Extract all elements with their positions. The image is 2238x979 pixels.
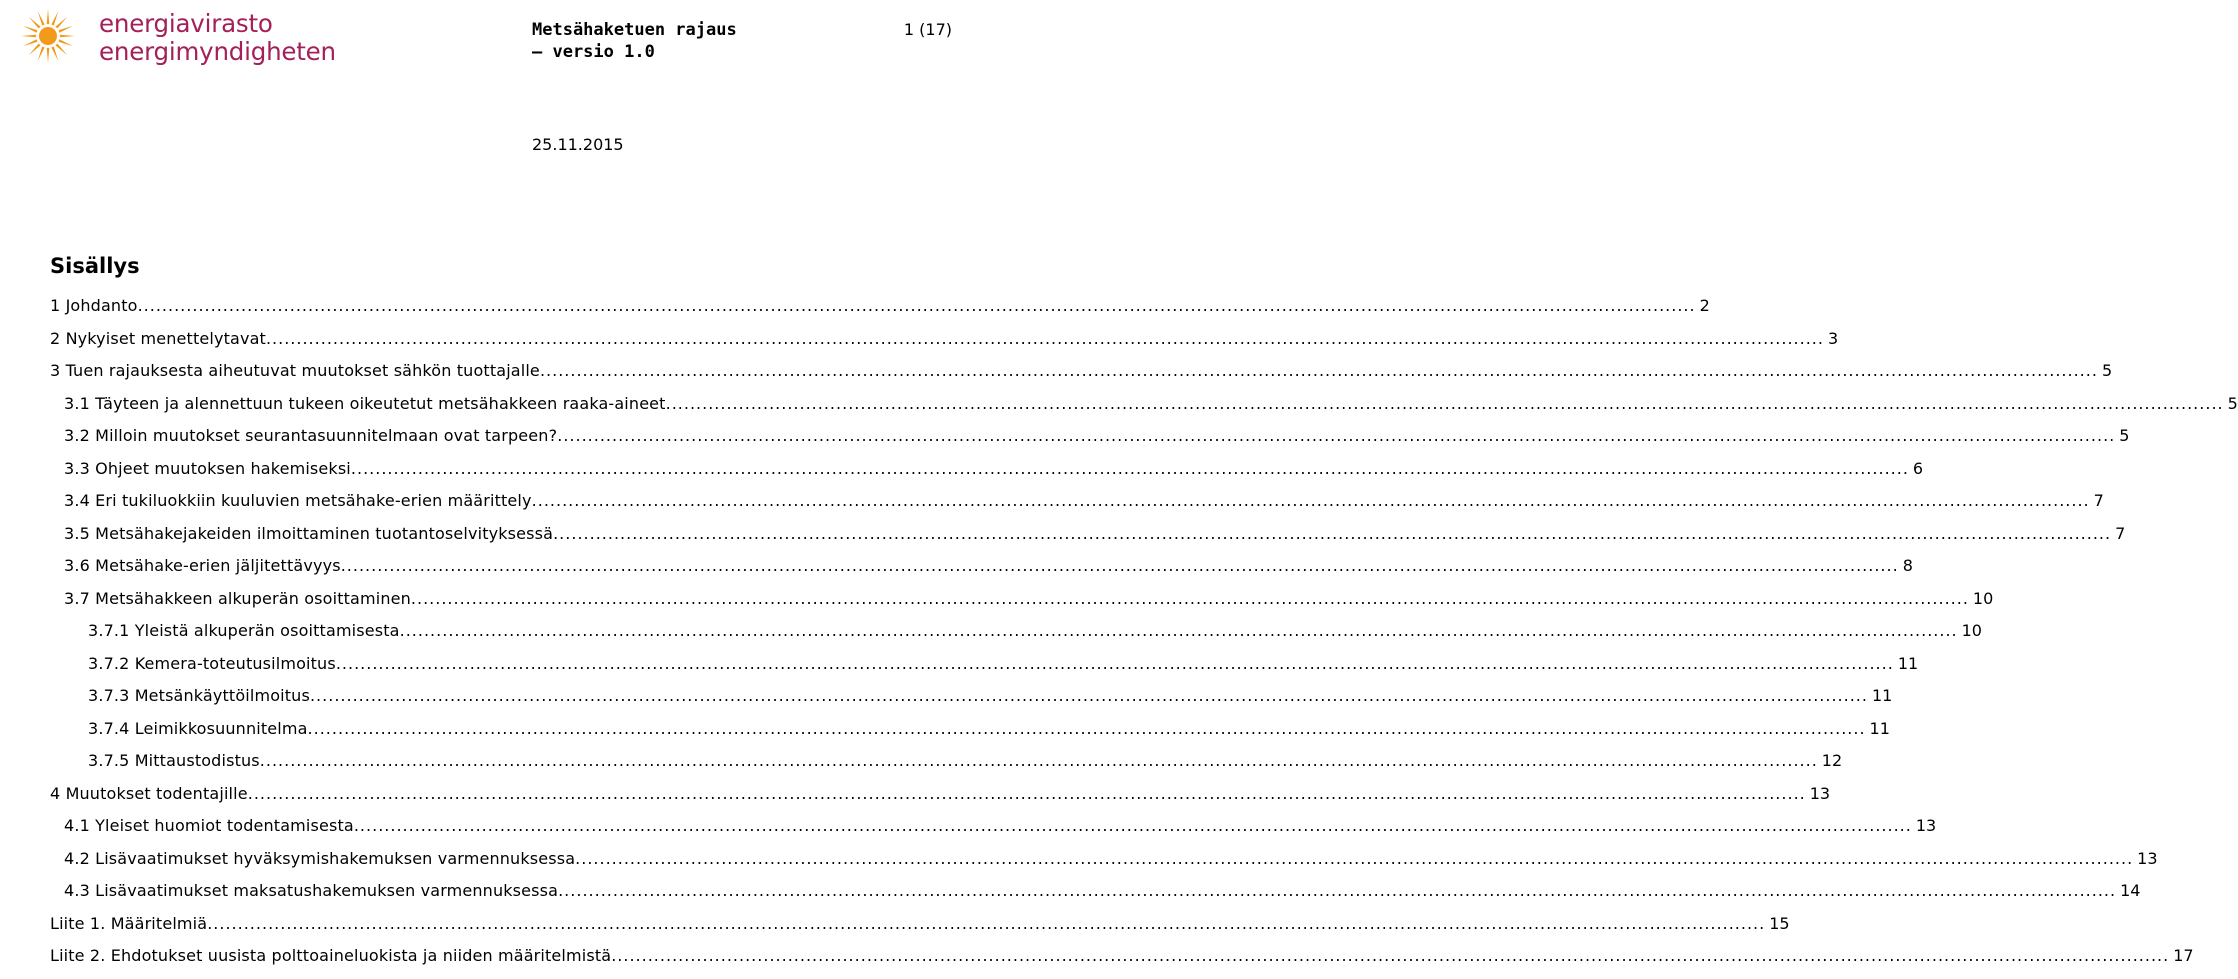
toc-entry[interactable] xyxy=(50,556,1913,589)
logo-line-finnish: energiavirasto xyxy=(99,9,273,38)
toc-entry-page: 10 xyxy=(1961,621,1982,640)
toc-entry[interactable] xyxy=(50,881,2141,914)
sun-ray-icon xyxy=(59,26,73,33)
energiavirasto-logo xyxy=(8,6,348,78)
toc-heading: Sisällys xyxy=(50,254,140,278)
toc-entry-label: Liite 2. Ehdotukset uusista polttoaineluokista ja niiden määritelmistä xyxy=(50,946,612,965)
toc-entry-label: 3.1 Täyteen ja alennettuun tukeen oikeutetut metsähakkeen raaka-aineet xyxy=(64,393,666,413)
toc-entry-label: 4.1 Yleiset huomiot todentamisesta xyxy=(64,816,354,835)
sun-ray-icon xyxy=(29,44,41,56)
toc-entry-page: 15 xyxy=(1769,913,1790,933)
toc-dot-leader xyxy=(666,394,2224,413)
toc-entry-page: 13 xyxy=(2137,848,2158,868)
document-title-line1: Metsähaketuen rajaus xyxy=(532,20,737,40)
sun-logo-icon xyxy=(8,6,90,66)
sun-ray-icon xyxy=(23,26,37,33)
toc-entry-label: 4.2 Lisävaatimukset hyväksymishakemuksen varmennuksessa xyxy=(64,848,576,868)
toc-entry-label: 3.7 Metsähakkeen alkuperän osoittaminen xyxy=(64,588,411,608)
toc-entry-page: 14 xyxy=(2120,881,2141,900)
toc-dot-leader xyxy=(310,686,1868,705)
sun-ray-icon xyxy=(56,44,68,56)
toc-entry-label: Liite 1. Määritelmiä xyxy=(50,913,208,933)
toc-dot-leader xyxy=(575,849,2133,868)
toc-entry-page: 3 xyxy=(1827,328,1839,348)
toc-dot-leader xyxy=(411,589,1969,608)
toc-entry-label: 3.4 Eri tukiluokkiin kuuluvien metsähake-erien määrittely xyxy=(64,491,532,510)
toc-dot-leader xyxy=(553,524,2111,543)
page-number: 1 (17) xyxy=(903,20,952,39)
toc-entry[interactable] xyxy=(50,686,1893,719)
toc-entry[interactable] xyxy=(50,783,1831,817)
toc-entry-page: 17 xyxy=(2173,946,2194,965)
toc-dot-leader xyxy=(207,914,1765,933)
toc-entry[interactable] xyxy=(50,718,1890,752)
toc-entry-page: 13 xyxy=(1809,783,1831,803)
toc-entry[interactable] xyxy=(50,458,1924,492)
toc-dot-leader xyxy=(611,946,2169,965)
toc-entry-label: 3.7.2 Kemera-toteutusilmoitus xyxy=(88,653,336,673)
toc-dot-leader xyxy=(138,296,1696,315)
toc-dot-leader xyxy=(341,556,1899,575)
toc-entry[interactable] xyxy=(50,491,2104,524)
sun-ray-icon xyxy=(56,17,68,29)
toc-entry[interactable] xyxy=(50,426,2130,459)
toc-entry-page: 7 xyxy=(2093,491,2104,510)
toc-entry-label: 4.3 Lisävaatimukset maksatushakemuksen varmennuksessa xyxy=(64,881,559,900)
toc-entry[interactable] xyxy=(50,621,1982,654)
toc-entry-page: 5 xyxy=(2119,426,2130,445)
toc-entry[interactable] xyxy=(50,848,2158,882)
sun-ray-icon xyxy=(38,47,45,61)
toc-entry[interactable] xyxy=(50,946,2194,979)
sun-ray-icon xyxy=(51,47,58,61)
sun-ray-icon xyxy=(51,11,58,25)
toc-entry-page: 11 xyxy=(1869,718,1890,738)
toc-entry-page: 5 xyxy=(2101,361,2113,380)
toc-entry[interactable] xyxy=(50,751,1843,784)
sun-ray-icon xyxy=(59,39,73,46)
document-date: 25.11.2015 xyxy=(532,135,624,154)
toc-entry[interactable] xyxy=(50,296,1710,329)
toc-entry-page: 5 xyxy=(2227,393,2238,413)
toc-entry[interactable] xyxy=(50,913,1790,947)
sun-ray-icon xyxy=(38,11,45,25)
sun-ray-icon xyxy=(47,9,50,24)
document-title-line2: — versio 1.0 xyxy=(532,42,655,62)
toc-dot-leader xyxy=(260,751,1818,770)
logo-line-swedish: energimyndigheten xyxy=(99,37,336,66)
toc-entry-page: 10 xyxy=(1972,588,1994,608)
toc-dot-leader xyxy=(354,816,1912,835)
toc-entry-label: 2 Nykyiset menettelytavat xyxy=(50,328,266,348)
sun-ray-icon xyxy=(60,35,75,38)
toc-entry-label: 3 Tuen rajauksesta aiheutuvat muutokset sähkön tuottajalle xyxy=(50,361,540,380)
toc-entry-page: 12 xyxy=(1821,751,1843,770)
toc-entry[interactable] xyxy=(50,523,2126,557)
toc-entry-label: 1 Johdanto xyxy=(50,296,138,315)
toc-entry-page: 13 xyxy=(1915,816,1937,835)
toc-entry-label: 3.7.4 Leimikkosuunnitelma xyxy=(88,718,308,738)
toc-dot-leader xyxy=(248,784,1806,803)
toc-entry[interactable] xyxy=(50,816,1937,849)
sun-ray-icon xyxy=(29,17,41,29)
toc-dot-leader xyxy=(336,654,1894,673)
toc-dot-leader xyxy=(532,491,2090,510)
toc-entry[interactable] xyxy=(50,361,2113,394)
toc-entry-label: 4 Muutokset todentajille xyxy=(50,783,248,803)
toc-entry-label: 3.5 Metsähakejakeiden ilmoittaminen tuotantoselvityksessä xyxy=(64,523,554,543)
sun-ray-icon xyxy=(21,35,36,38)
toc-entry-label: 3.3 Ohjeet muutoksen hakemiseksi xyxy=(64,458,351,478)
logo-wordmark xyxy=(99,10,336,66)
toc-entry-page: 7 xyxy=(2115,523,2126,543)
toc-dot-leader xyxy=(540,361,2098,380)
toc-entry-label: 3.7.5 Mittaustodistus xyxy=(88,751,260,770)
toc-dot-leader xyxy=(351,459,1909,478)
toc-dot-leader xyxy=(558,881,2116,900)
table-of-contents xyxy=(50,296,2238,979)
toc-entry-page: 11 xyxy=(1897,653,1919,673)
toc-entry-label: 3.7.3 Metsänkäyttöilmoitus xyxy=(88,686,310,705)
toc-dot-leader xyxy=(266,329,1824,348)
sun-ray-icon xyxy=(23,39,37,46)
toc-dot-leader xyxy=(308,719,1866,738)
toc-entry[interactable] xyxy=(50,653,1919,687)
document-title xyxy=(532,19,737,63)
toc-entry-label: 3.2 Milloin muutokset seurantasuunnitelmaan ovat tarpeen? xyxy=(64,426,558,445)
toc-dot-leader xyxy=(400,621,1958,640)
sun-core-icon xyxy=(39,27,57,45)
toc-entry-page: 6 xyxy=(1912,458,1924,478)
toc-entry-page: 11 xyxy=(1871,686,1893,705)
toc-entry-page: 2 xyxy=(1699,296,1710,315)
toc-dot-leader xyxy=(557,426,2115,445)
toc-entry-label: 3.7.1 Yleistä alkuperän osoittamisesta xyxy=(88,621,400,640)
toc-entry[interactable] xyxy=(50,328,1839,362)
toc-entry[interactable] xyxy=(50,588,1994,622)
toc-entry[interactable] xyxy=(50,393,2238,427)
toc-entry-page: 8 xyxy=(1902,556,1913,575)
toc-entry-label: 3.6 Metsähake-erien jäljitettävyys xyxy=(64,556,341,575)
sun-ray-icon xyxy=(47,48,50,63)
